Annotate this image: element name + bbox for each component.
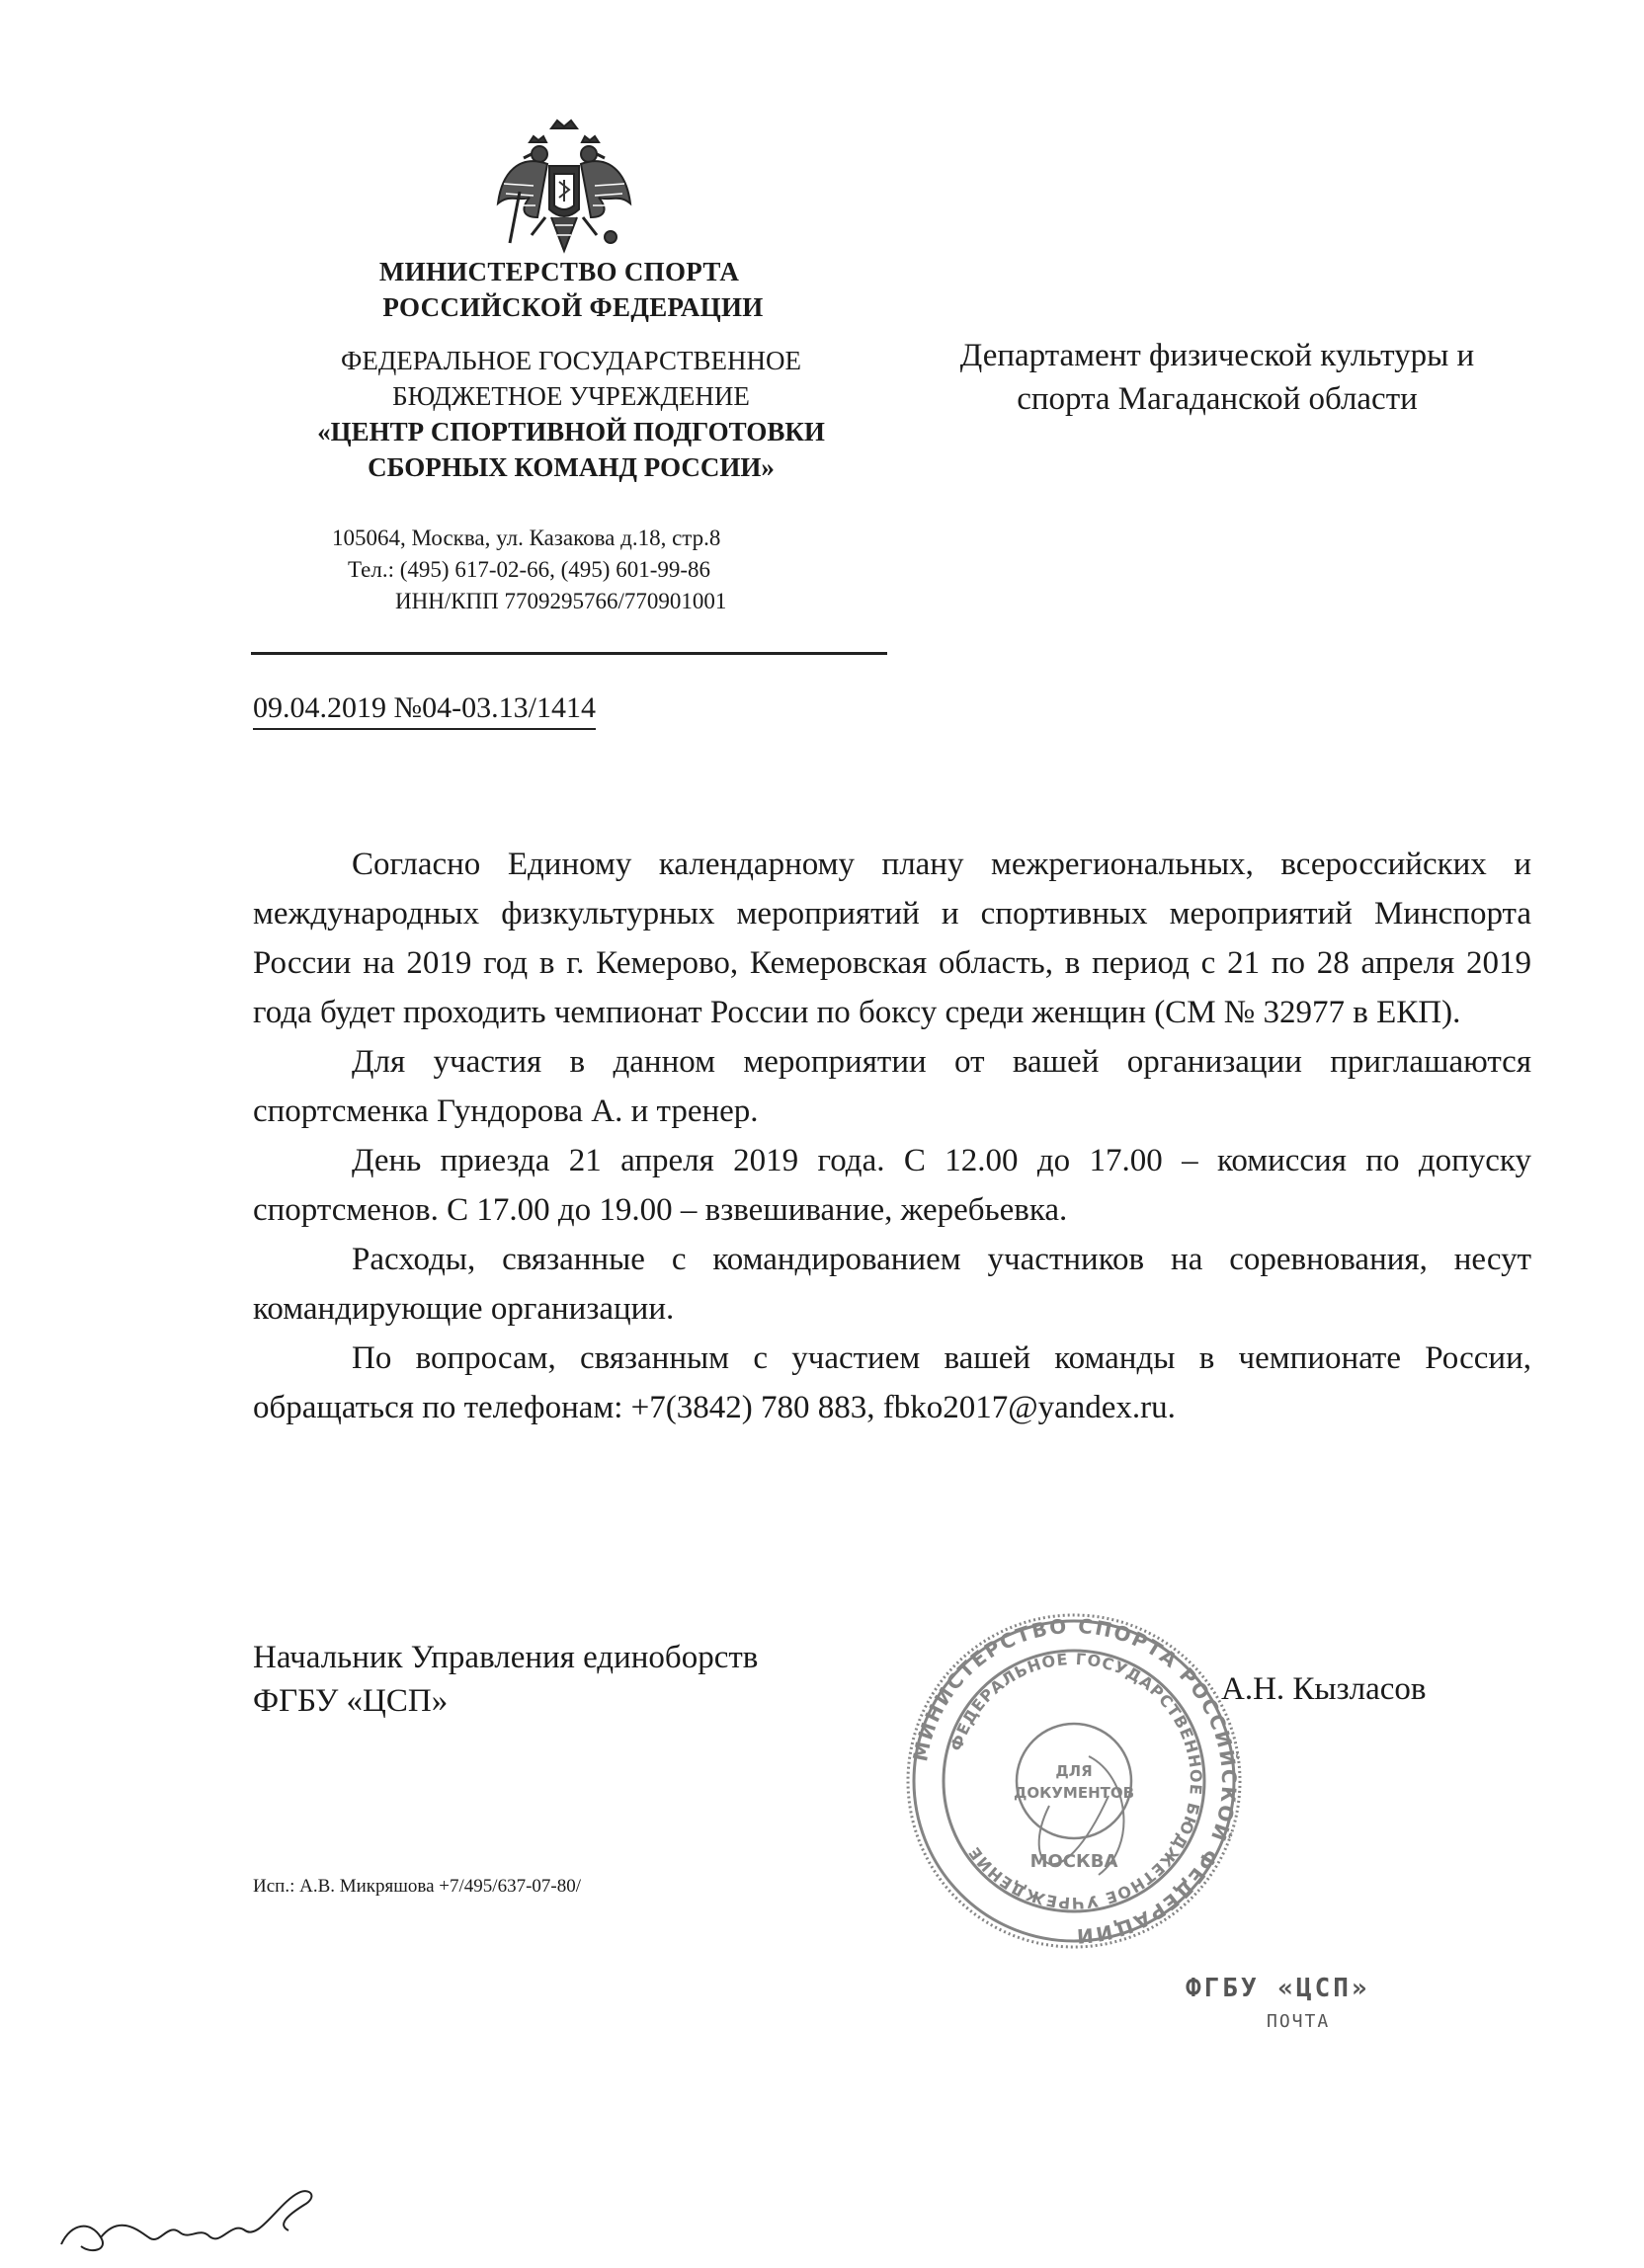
official-seal-stamp [901, 1608, 1247, 1954]
double-headed-eagle-icon [490, 115, 638, 263]
body-paragraph-1: Согласно Единому календарному плану межрегиональных, всероссийских и международных физкультурных мероприятий и спортивных мероприятий Минспорта России на 2019 год в г. Кемерово, Кемеровская область, в период с 21 по 28 апреля 2019 года будет проходить чемпионат России по боксу среди женщин (СМ № 32977 в ЕКП). [253, 847, 1531, 1030]
letter-body [253, 840, 1531, 1432]
seal-inner-text: ФЕДЕРАЛЬНОЕ ГОСУДАРСТВЕННОЕ БЮДЖЕТНОЕ УЧРЕЖДЕНИЕ [946, 1649, 1206, 1913]
body-paragraph-5: По вопросам, связанным с участием вашей команды в чемпионате России, обращаться по телефонам: +7(3842) 780 883, fbko2017@yandex.ru. [253, 1340, 1531, 1425]
signatory-title-line1: Начальник Управления единоборств [253, 1640, 759, 1675]
seal-center-line2: ДОКУМЕНТОВ [1013, 1784, 1135, 1802]
document-reference: 09.04.2019 №04-03.13/1414 [253, 689, 596, 730]
org-name-line2: БЮДЖЕТНОЕ УЧРЕЖДЕНИЕ [392, 381, 750, 411]
executor-note: Исп.: А.В. Микряшова +7/495/637-07-80/ [253, 1876, 582, 1897]
mail-stamp-line1: ФГБУ «ЦСП» [1186, 1974, 1370, 2003]
addressee-line2: спорта Магаданской области [1017, 381, 1418, 417]
signatory-title-line2: ФГБУ «ЦСП» [253, 1683, 449, 1719]
ministry-name-line2: РОССИЙСКОЙ ФЕДЕРАЦИИ [382, 292, 764, 322]
handwritten-initials [51, 2183, 348, 2262]
org-name-line4: СБОРНЫХ КОМАНД РОССИИ» [368, 452, 775, 482]
seal-center-line1: ДЛЯ [1055, 1762, 1093, 1780]
seal-outer-text: МИНИСТЕРСТВО СПОРТА РОССИЙСКОЙ ФЕДЕРАЦИИ [908, 1613, 1242, 1949]
body-paragraph-2: Для участия в данном мероприятии от вашей организации приглашаются спортсменка Гундорова А. и тренер. [253, 1044, 1531, 1129]
seal-bottom-text: МОСКВА [1029, 1851, 1118, 1872]
body-paragraph-4: Расходы, связанные с командированием участников на соревнования, несут командирующие организации. [253, 1242, 1531, 1327]
org-address: 105064, Москва, ул. Казакова д.18, стр.8 [332, 526, 721, 550]
letterhead-divider [251, 652, 887, 655]
body-paragraph-3: День приезда 21 апреля 2019 года. С 12.00 до 17.00 – комиссия по допуску спортсменов. С 17.00 до 19.00 – взвешивание, жеребьевка. [253, 1143, 1531, 1228]
org-name-line3: «ЦЕНТР СПОРТИВНОЙ ПОДГОТОВКИ [317, 417, 825, 446]
org-name-line1: ФЕДЕРАЛЬНОЕ ГОСУДАРСТВЕННОЕ [341, 346, 801, 375]
signatory-name: А.Н. Кызласов [1221, 1671, 1427, 1707]
ministry-name-line1: МИНИСТЕРСТВО СПОРТА [378, 257, 740, 286]
org-inn: ИНН/КПП 7709295766/770901001 [395, 589, 727, 613]
addressee-line1: Департамент физической культуры и [959, 338, 1475, 373]
org-phones: Тел.: (495) 617-02-66, (495) 601-99-86 [348, 557, 711, 582]
mail-stamp-line2: ПОЧТА [1267, 2011, 1331, 2032]
